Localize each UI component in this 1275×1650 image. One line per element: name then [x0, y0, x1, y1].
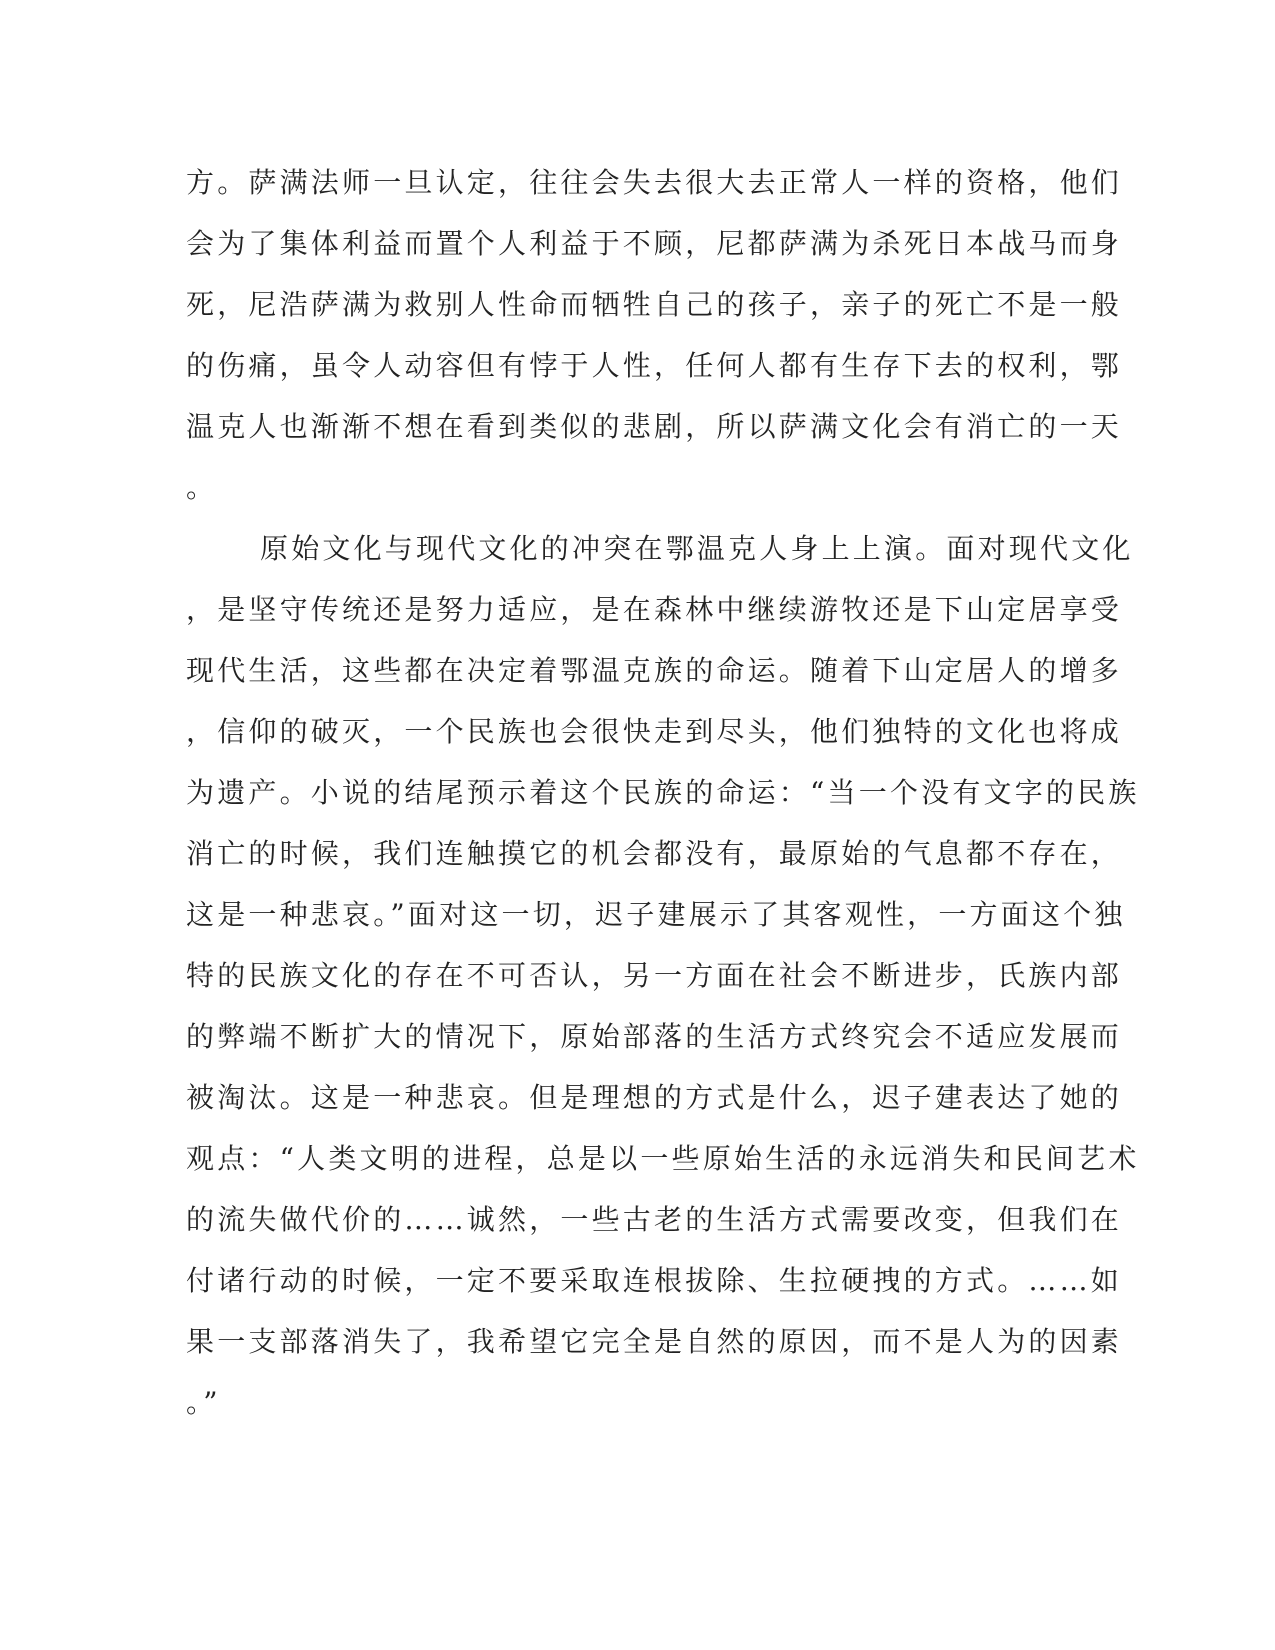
text-line: 消亡的时候，我们连触摸它的机会都没有，最原始的气息都不存在， — [186, 837, 1123, 870]
text-line: 的弊端不断扩大的情况下，原始部落的生活方式终究会不适应发展而 — [186, 1020, 1123, 1053]
text-line: 付诸行动的时候，一定不要采取连根拔除、生拉硬拽的方式。……如 — [186, 1264, 1123, 1297]
text-line: 温克人也渐渐不想在看到类似的悲剧，所以萨满文化会有消亡的一天 — [186, 410, 1123, 443]
text-line: 方。萨满法师一旦认定，往往会失去很大去正常人一样的资格，他们 — [186, 166, 1123, 199]
text-line: 特的民族文化的存在不可否认，另一方面在社会不断进步，氏族内部 — [186, 959, 1123, 992]
text-line: 的流失做代价的……诚然，一些古老的生活方式需要改变，但我们在 — [186, 1203, 1123, 1236]
text-line: 的伤痛，虽令人动容但有悖于人性，任何人都有生存下去的权利，鄂 — [186, 349, 1123, 382]
text-line: 果一支部落消失了，我希望它完全是自然的原因，而不是人为的因素 — [186, 1325, 1123, 1358]
paragraph-first-line: 原始文化与现代文化的冲突在鄂温克人身上上演。面对现代文化 — [260, 532, 1134, 565]
text-line: ，信仰的破灭，一个民族也会很快走到尽头，他们独特的文化也将成 — [186, 715, 1123, 748]
text-line: 为遗产。小说的结尾预示着这个民族的命运：“当一个没有文字的民族 — [186, 776, 1140, 809]
body-text — [186, 152, 1140, 1433]
text-line: 观点：“人类文明的进程，总是以一些原始生活的永远消失和民间艺术 — [186, 1142, 1140, 1175]
text-line: 会为了集体利益而置个人利益于不顾，尼都萨满为杀死日本战马而身 — [186, 227, 1123, 260]
text-line: 现代生活，这些都在决定着鄂温克族的命运。随着下山定居人的增多 — [186, 654, 1123, 687]
text-line: 被淘汰。这是一种悲哀。但是理想的方式是什么，迟子建表达了她的 — [186, 1081, 1123, 1114]
text-line: 这是一种悲哀。”面对这一切，迟子建展示了其客观性，一方面这个独 — [186, 898, 1126, 931]
text-line: 。” — [186, 1386, 221, 1419]
text-line: 死，尼浩萨满为救别人性命而牺牲自己的孩子，亲子的死亡不是一般 — [186, 288, 1123, 321]
text-line: ，是坚守传统还是努力适应，是在森林中继续游牧还是下山定居享受 — [186, 593, 1123, 626]
text-line: 。 — [186, 471, 218, 504]
